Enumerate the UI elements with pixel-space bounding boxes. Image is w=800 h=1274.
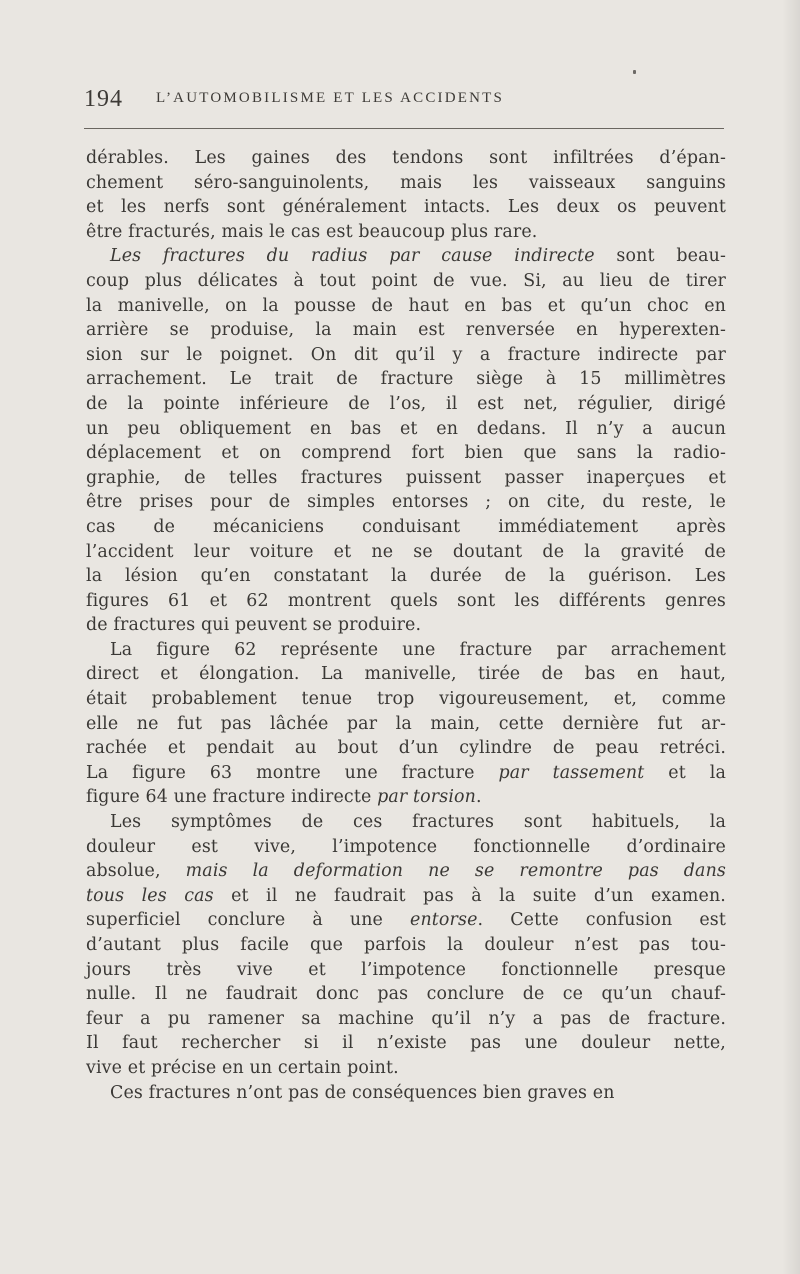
page-number: 194 — [84, 86, 123, 112]
text-line — [86, 318, 726, 343]
text-line — [86, 171, 726, 196]
text-segment: figure 64 une fracture indirecte — [86, 787, 378, 808]
text-line — [86, 195, 726, 220]
text-segment: d’autant plus facile que parfois la douleur n’est pas tou- — [86, 935, 726, 955]
text-segment: la lésion qu’en constatant la durée de la guérison. Les — [86, 566, 726, 587]
text-segment: arrachement. Le trait de fracture siège à 15 millimètres — [86, 369, 726, 390]
text-segment: un peu obliquement en bas et en dedans. Il n’y a aucun — [86, 418, 726, 439]
text-line — [86, 638, 726, 663]
text-line — [86, 490, 726, 515]
text-line — [86, 1007, 726, 1032]
text-line — [86, 1056, 726, 1081]
text-segment: et les nerfs sont généralement intacts. Les deux os peuvent — [86, 197, 726, 218]
body-text — [86, 146, 726, 1105]
text-line — [86, 687, 726, 712]
text-line — [86, 417, 726, 442]
text-line — [86, 244, 726, 269]
text-segment: de la pointe inférieure de l’os, il est net, régulier, dirigé — [86, 393, 726, 414]
text-segment: chement séro-sanguinolents, mais les vaisseaux sanguins — [86, 172, 726, 193]
text-segment: sont beau- — [594, 246, 726, 267]
text-segment: absolue, — [86, 861, 186, 882]
text-line — [86, 810, 726, 835]
text-segment: la manivelle, on la pousse de haut en bas et qu’un choc en — [86, 295, 726, 316]
text-segment: coup plus délicates à tout point de vue. Si, au lieu de tirer — [86, 270, 726, 291]
italic-phrase: Les fractures du radius par cause indirecte — [110, 246, 595, 267]
text-segment: déplacement et on comprend fort bien que sans la radio- — [86, 443, 726, 464]
italic-phrase: mais la deformation ne se remontre pas dans — [185, 861, 726, 882]
text-segment: graphie, de telles fractures puissent passer inaperçues et — [86, 467, 726, 488]
text-line — [86, 146, 726, 171]
text-line — [86, 761, 726, 786]
text-line — [86, 540, 726, 565]
text-segment: être fracturés, mais le cas est beaucoup plus rare. — [86, 221, 538, 242]
text-segment: arrière se produise, la main est renversée en hyperexten- — [86, 320, 726, 341]
text-line — [86, 613, 726, 638]
text-segment: dérables. Les gaines des tendons sont infiltrées d’épan- — [86, 148, 726, 168]
ink-speck — [633, 70, 636, 74]
text-segment: l’accident leur voiture et ne se doutant de la gravité de — [86, 541, 726, 562]
text-line — [86, 958, 726, 983]
text-line — [86, 294, 726, 319]
text-line — [86, 1031, 726, 1056]
running-title: L’AUTOMOBILISME ET LES ACCIDENTS — [156, 90, 505, 106]
text-line — [86, 933, 726, 958]
text-line — [86, 859, 726, 884]
text-segment: figures 61 et 62 montrent quels sont les différents genres — [86, 590, 726, 611]
text-segment: direct et élongation. La manivelle, tirée de bas en haut, — [86, 664, 726, 685]
text-line — [86, 589, 726, 614]
text-segment: elle ne fut pas lâchée par la main, cette dernière fut ar- — [86, 713, 726, 734]
text-segment: sion sur le poignet. On dit qu’il y a fracture indirecte par — [86, 344, 726, 365]
header-rule — [84, 128, 724, 129]
text-segment: était probablement tenue trop vigoureusement, et, comme — [86, 689, 726, 710]
text-segment: Ces fractures n’ont pas de conséquences bien graves en — [110, 1082, 615, 1103]
text-line — [86, 712, 726, 737]
text-line — [86, 982, 726, 1007]
text-segment: nulle. Il ne faudrait donc pas conclure de ce qu’un chauf- — [86, 984, 726, 1005]
text-segment: feur a pu ramener sa machine qu’il n’y a pas de fracture. — [86, 1008, 726, 1029]
text-line — [86, 392, 726, 417]
italic-phrase: par tassement — [498, 762, 645, 783]
text-line — [86, 269, 726, 294]
text-line — [86, 466, 726, 491]
text-segment: . Cette confusion est — [477, 910, 726, 931]
text-line — [86, 736, 726, 761]
text-line — [86, 662, 726, 687]
text-segment: . — [476, 787, 482, 808]
italic-phrase: par torsion — [377, 787, 477, 808]
text-segment: Les symptômes de ces fractures sont habituels, la — [110, 812, 726, 833]
text-segment: vive et précise en un certain point. — [86, 1057, 399, 1078]
text-line — [86, 343, 726, 368]
text-line — [86, 564, 726, 589]
text-line — [86, 1081, 726, 1106]
text-line — [86, 835, 726, 860]
text-line — [86, 220, 726, 245]
text-line — [86, 441, 726, 466]
text-line — [86, 515, 726, 540]
text-line — [86, 908, 726, 933]
text-segment: jours très vive et l’impotence fonctionnelle presque — [86, 959, 726, 980]
italic-phrase: tous les cas — [86, 885, 214, 906]
text-segment: rachée et pendait au bout d’un cylindre de peau retréci. — [86, 738, 726, 759]
text-segment: de fractures qui peuvent se produire. — [86, 615, 422, 636]
italic-phrase: entorse — [410, 910, 478, 931]
text-segment: et il ne faudrait pas à la suite d’un examen. — [213, 885, 726, 906]
text-segment: Il faut rechercher si il n’existe pas une douleur nette, — [86, 1033, 726, 1054]
text-segment: La figure 63 montre une fracture — [86, 762, 499, 783]
text-segment: La figure 62 représente une fracture par arrachement — [110, 639, 726, 660]
text-line — [86, 785, 726, 810]
page-header — [84, 84, 724, 120]
page-edge-shadow — [782, 0, 800, 1274]
text-line — [86, 884, 726, 909]
text-segment: douleur est vive, l’impotence fonctionnelle d’ordinaire — [86, 836, 726, 857]
text-segment: être prises pour de simples entorses ; on cite, du reste, le — [86, 492, 726, 513]
text-segment: et la — [644, 762, 726, 783]
text-segment: cas de mécaniciens conduisant immédiatement après — [86, 516, 726, 537]
text-segment: superficiel conclure à une — [86, 910, 410, 931]
text-line — [86, 367, 726, 392]
